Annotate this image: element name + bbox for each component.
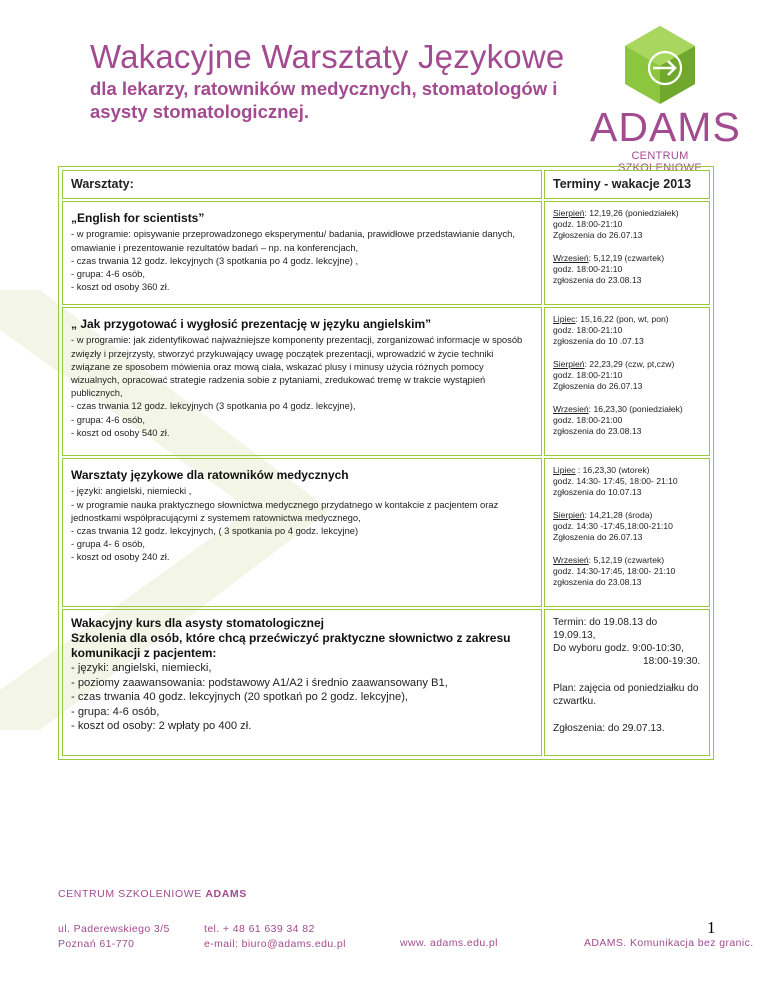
workshop-line: - czas trwania 12 godz. lekcyjnych (3 spotkania po 4 godz. lekcyjne) , xyxy=(71,254,359,266)
date-deadline: zgłoszenia do 23.08.13 xyxy=(553,426,642,437)
date-time: godz. 14:30- 17:45, 18:00- 21:10 xyxy=(553,476,678,487)
footer-company-prefix: CENTRUM SZKOLENIOWE xyxy=(58,888,206,900)
logo-subtitle: CENTRUM SZKOLENIOWE xyxy=(618,150,702,174)
workshop-line: - poziomy zaawansowania: podstawowy A1/A2 i średnio zaawansowany B1, xyxy=(71,676,448,689)
page-number: 1 xyxy=(707,918,716,937)
term-hours: Do wyboru godz. 9:00-10:30, xyxy=(553,643,684,655)
page-title: Wakacyjne Warsztaty Językowe xyxy=(90,38,565,75)
date-deadline: zgłoszenia do 23.08.13 xyxy=(553,577,642,588)
date-month: Wrzesień xyxy=(553,555,589,566)
date-time: godz. 18:00-21:10 xyxy=(553,370,623,381)
dates-cell xyxy=(544,307,710,456)
workshop-line: - grupa: 4-6 osób, xyxy=(71,705,160,718)
logo-word: ADAMS xyxy=(590,104,741,150)
workshop-line: - koszt od osoby: 2 wpłaty po 400 zł. xyxy=(71,720,252,733)
date-days: : 5,12,19 (czwartek) xyxy=(588,555,665,566)
date-block xyxy=(553,510,701,543)
header-dates: Terminy - wakacje 2013 xyxy=(544,170,710,199)
footer-contact xyxy=(204,922,346,952)
workshop-line: - czas trwania 40 godz. lekcyjnych (20 spotkań po 2 godz. lekcyjne), xyxy=(71,691,409,704)
date-time: godz. 18:00-21:00 xyxy=(553,415,623,426)
workshop-line: - grupa: 4-6 osób, xyxy=(71,268,146,280)
date-deadline: Zgłoszenia do 26.07.13 xyxy=(553,381,643,392)
workshop-line: - koszt od osoby 240 zł. xyxy=(71,551,170,563)
date-block xyxy=(553,465,701,498)
date-month: Lipiec xyxy=(553,314,576,325)
date-block xyxy=(553,404,701,437)
adams-logo xyxy=(590,26,741,174)
workshop-line: - języki: angielski, niemiecki , xyxy=(71,485,192,497)
date-days: : 16,23,30 (wtorek) xyxy=(575,465,650,476)
workshop-title: Warsztaty językowe dla ratowników medycznych xyxy=(71,468,349,483)
date-deadline: zgłoszenia do 10 .07.13 xyxy=(553,336,644,347)
date-block xyxy=(553,253,701,286)
deadline-text: Zgłoszenia: do 29.07.13. xyxy=(553,723,665,735)
date-deadline: Zgłoszenia do 26.07.13 xyxy=(553,230,643,241)
dates-cell xyxy=(544,609,710,756)
workshop-line: - koszt od osoby 540 zł. xyxy=(71,426,170,438)
footer-phone: tel. + 48 61 639 34 82 xyxy=(204,923,315,935)
date-block xyxy=(553,314,701,347)
workshop-line: - grupa: 4-6 osób, xyxy=(71,413,146,425)
plan-text: Plan: zajęcia od poniedziałku do czwartku. xyxy=(553,683,699,708)
table-row xyxy=(62,458,710,607)
page-subtitle: dla lekarzy, ratowników medycznych, stomatologów i asysty stomatologicznej. xyxy=(90,78,558,122)
date-time: godz. 18:00-21:10 xyxy=(553,264,623,275)
date-days: : 14,21,28 (środa) xyxy=(584,510,653,521)
workshop-line: - w programie nauka praktycznego słownictwa medycznego przydatnego w kontakcie z pacjentem oraz jednostkami współpracującymi z systemem ratownictwa medycznego, xyxy=(71,498,499,523)
term-block xyxy=(553,616,701,668)
workshop-line: - grupa 4- 6 osób, xyxy=(71,538,146,550)
footer-company-name: ADAMS xyxy=(205,888,247,900)
dates-cell xyxy=(544,201,710,305)
workshop-cell xyxy=(62,609,542,756)
table-header-row xyxy=(62,170,710,199)
schedule-table xyxy=(58,166,714,760)
footer-address xyxy=(58,922,170,952)
date-time: godz. 18:00-21:10 xyxy=(553,325,623,336)
date-block xyxy=(553,208,701,241)
date-time: godz. 14:30-17:45, 18:00- 21:10 xyxy=(553,566,676,577)
workshop-line: - w programie: jak zidentyfikować najważniejsze komponenty prezentacji, zorganizować informacje w sposób zwięzły i przejrzysty, stworzyć przykuwający uwagę początek prezentacji, wprowadzić w życie techniki związane ze sposobem mówienia oraz mową ciała, wskazać plusy i minusy użycia różnych pomocy wizualnych, opracować strategie radzenia sobie z pytaniami, zredukować tremę w trakcie wystąpień publicznych, xyxy=(71,334,523,399)
footer-city: Poznań 61-770 xyxy=(58,938,135,950)
table-row xyxy=(62,307,710,456)
date-deadline: zgłoszenia do 10.07.13 xyxy=(553,487,642,498)
workshop-title: „English for scientists” xyxy=(71,211,205,226)
workshop-line: - czas trwania 12 godz. lekcyjnych, ( 3 spotkania po 4 godz. lekcyjne) xyxy=(71,525,359,537)
workshop-line: - czas trwania 12 godz. lekcyjnych (3 spotkania po 4 godz. lekcyjne), xyxy=(71,400,356,412)
logo-arrow-icon xyxy=(625,26,695,104)
table-row xyxy=(62,201,710,305)
date-days: : 22,23,29 (czw, pt,czw) xyxy=(584,359,675,370)
footer-company xyxy=(58,888,247,900)
date-deadline: zgłoszenia do 23.08.13 xyxy=(553,275,642,286)
footer-tagline: ADAMS. Komunikacja bez granic. xyxy=(584,937,754,949)
date-block xyxy=(553,359,701,392)
workshop-cell xyxy=(62,458,542,607)
page-footer xyxy=(0,880,768,994)
workshop-cell xyxy=(62,307,542,456)
date-month: Sierpień xyxy=(553,510,585,521)
date-month: Sierpień xyxy=(553,208,585,219)
workshop-cell xyxy=(62,201,542,305)
footer-street: ul. Paderewskiego 3/5 xyxy=(58,923,170,935)
date-days: : 15,16,22 (pon, wt, pon) xyxy=(575,314,669,325)
date-days: : 12,19,26 (poniedziałek) xyxy=(584,208,679,219)
footer-email[interactable]: e-mail: biuro@adams.edu.pl xyxy=(204,938,346,950)
term-range: Termin: do 19.08.13 do 19.09.13, xyxy=(553,617,658,642)
date-days: : 5,12,19 (czwartek) xyxy=(588,253,665,264)
date-month: Lipiec xyxy=(553,465,576,476)
workshop-title: „ Jak przygotować i wygłosić prezentację w języku angielskim” xyxy=(71,317,432,332)
header-workshops: Warsztaty: xyxy=(62,170,542,199)
dates-cell xyxy=(544,458,710,607)
date-month: Sierpień xyxy=(553,359,585,370)
table-row xyxy=(62,609,710,756)
date-month: Wrzesień xyxy=(553,253,589,264)
workshop-title: Wakacyjny kurs dla asysty stomatologicznej xyxy=(71,616,324,631)
date-deadline: Zgłoszenia do 26.07.13 xyxy=(553,532,643,543)
footer-website[interactable]: www. adams.edu.pl xyxy=(400,937,498,949)
date-time: godz. 14:30 -17:45,18:00-21:10 xyxy=(553,521,673,532)
term-hours-evening: 18:00-19:30. xyxy=(643,656,701,668)
date-days: : 16,23,30 (poniedziałek) xyxy=(588,404,683,415)
workshop-line: - języki: angielski, niemiecki, xyxy=(71,662,212,675)
workshop-subtitle: Szkolenia dla osób, które chcą przećwiczyć praktyczne słownictwo z zakresu komunikacji z pacjentem: xyxy=(71,631,511,661)
date-time: godz. 18:00-21:10 xyxy=(553,219,623,230)
date-block xyxy=(553,555,701,588)
workshop-line: - w programie: opisywanie przeprowadzonego eksperymentu/ badania, prawidłowe przedstawianie danych, omawianie i prezentowanie rezultatów badań – np. na konferencjach, xyxy=(71,228,515,253)
date-month: Wrzesień xyxy=(553,404,589,415)
workshop-line: - koszt od osoby 360 zł. xyxy=(71,281,170,293)
